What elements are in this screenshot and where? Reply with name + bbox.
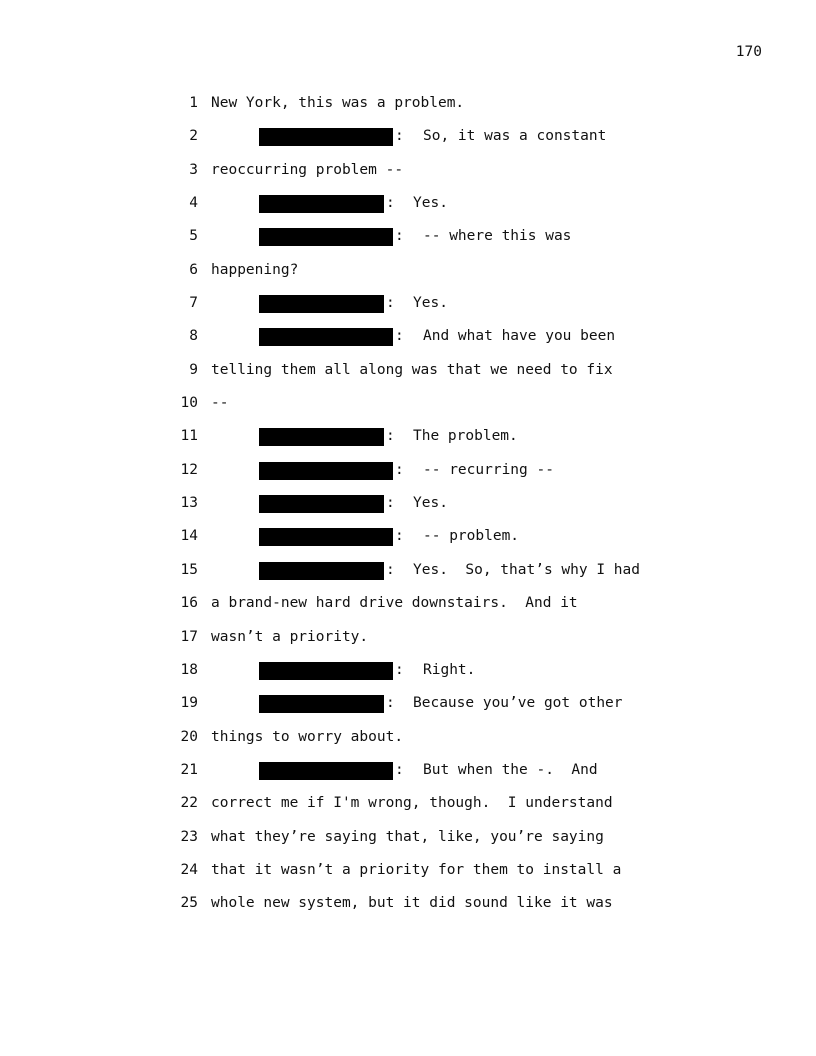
speech-text: But when the -. And xyxy=(423,761,598,778)
transcript-line xyxy=(160,94,760,127)
speech-text: Yes. xyxy=(413,295,448,312)
line-text: telling them all along was that we need to fix xyxy=(211,361,613,378)
speaker-colon: : xyxy=(395,761,404,778)
speaker-colon: : xyxy=(386,195,395,212)
speech-text: Because you’ve got other xyxy=(413,695,623,712)
speaker-redaction xyxy=(259,528,393,546)
line-number: 19 xyxy=(180,695,198,712)
line-text: things to worry about. xyxy=(211,728,404,745)
speaker-colon: : xyxy=(386,695,395,712)
line-number: 11 xyxy=(180,428,198,445)
line-text: reoccurring problem -- xyxy=(211,161,404,178)
line-number: 12 xyxy=(180,461,198,478)
transcript-line xyxy=(160,894,760,927)
speaker-redaction xyxy=(259,762,393,780)
line-text: correct me if I'm wrong, though. I understand xyxy=(211,795,613,812)
transcript-line xyxy=(160,694,760,727)
line-number: 16 xyxy=(180,595,198,612)
speaker-colon: : xyxy=(395,528,404,545)
speaker-redaction xyxy=(259,662,393,680)
speaker-redaction xyxy=(259,228,393,246)
line-text: what they’re saying that, like, you’re saying xyxy=(211,828,604,845)
transcript-line xyxy=(160,661,760,694)
transcript-body xyxy=(160,94,760,928)
transcript-line xyxy=(160,761,760,794)
line-number: 22 xyxy=(180,795,198,812)
transcript-line xyxy=(160,427,760,460)
line-number: 3 xyxy=(189,161,198,178)
speaker-colon: : xyxy=(395,128,404,145)
speech-text: Yes. xyxy=(413,195,448,212)
speech-text: So, it was a constant xyxy=(423,128,607,145)
line-text: whole new system, but it did sound like it was xyxy=(211,895,613,912)
line-number: 5 xyxy=(189,228,198,245)
speech-text: Yes. xyxy=(413,495,448,512)
speaker-redaction xyxy=(259,462,393,480)
speaker-redaction xyxy=(259,128,393,146)
speaker-colon: : xyxy=(386,495,395,512)
line-text: -- xyxy=(211,395,229,412)
line-number: 10 xyxy=(180,395,198,412)
line-number: 21 xyxy=(180,761,198,778)
speaker-colon: : xyxy=(395,228,404,245)
line-number: 15 xyxy=(180,561,198,578)
transcript-line xyxy=(160,728,760,761)
speech-text: And what have you been xyxy=(423,328,616,345)
speaker-redaction xyxy=(259,328,393,346)
speaker-colon: : xyxy=(395,661,404,678)
transcript-line xyxy=(160,227,760,260)
line-number: 14 xyxy=(180,528,198,545)
line-number: 9 xyxy=(189,361,198,378)
transcript-line xyxy=(160,628,760,661)
speaker-colon: : xyxy=(395,328,404,345)
page-number: 170 xyxy=(735,44,762,60)
transcript-line xyxy=(160,194,760,227)
line-number: 13 xyxy=(180,495,198,512)
line-number: 24 xyxy=(180,861,198,878)
speaker-redaction xyxy=(259,295,384,313)
transcript-line xyxy=(160,828,760,861)
line-number: 23 xyxy=(180,828,198,845)
transcript-line xyxy=(160,161,760,194)
speech-text: -- recurring -- xyxy=(423,461,554,478)
line-number: 25 xyxy=(180,895,198,912)
transcript-line xyxy=(160,527,760,560)
speaker-colon: : xyxy=(386,295,395,312)
speaker-redaction xyxy=(259,195,384,213)
line-number: 8 xyxy=(189,328,198,345)
speaker-redaction xyxy=(259,495,384,513)
transcript-line xyxy=(160,561,760,594)
speech-text: Right. xyxy=(423,661,476,678)
speaker-redaction xyxy=(259,428,384,446)
line-number: 7 xyxy=(189,295,198,312)
speaker-redaction xyxy=(259,562,384,580)
line-text: New York, this was a problem. xyxy=(211,95,465,111)
line-number: 2 xyxy=(189,128,198,145)
speaker-colon: : xyxy=(386,561,395,578)
line-text: a brand-new hard drive downstairs. And it xyxy=(211,595,578,612)
transcript-line xyxy=(160,461,760,494)
line-number: 6 xyxy=(189,261,198,278)
line-number: 18 xyxy=(180,661,198,678)
speaker-redaction xyxy=(259,695,384,713)
speech-text: -- where this was xyxy=(423,228,572,245)
transcript-line xyxy=(160,594,760,627)
line-text: wasn’t a priority. xyxy=(211,628,369,645)
transcript-line xyxy=(160,127,760,160)
transcript-line xyxy=(160,861,760,894)
speaker-colon: : xyxy=(395,461,404,478)
speaker-colon: : xyxy=(386,428,395,445)
transcript-line xyxy=(160,294,760,327)
line-number: 17 xyxy=(180,628,198,645)
line-number: 4 xyxy=(189,195,198,212)
transcript-line xyxy=(160,394,760,427)
transcript-line xyxy=(160,361,760,394)
speech-text: The problem. xyxy=(413,428,518,445)
speech-text: Yes. So, that’s why I had xyxy=(413,561,640,578)
line-number: 20 xyxy=(180,728,198,745)
speech-text: -- problem. xyxy=(423,528,520,545)
transcript-line xyxy=(160,794,760,827)
transcript-line xyxy=(160,327,760,360)
line-text: happening? xyxy=(211,261,299,278)
line-number: 1 xyxy=(189,95,198,111)
transcript-line xyxy=(160,261,760,294)
line-text: that it wasn’t a priority for them to install a xyxy=(211,861,622,878)
transcript-line xyxy=(160,494,760,527)
